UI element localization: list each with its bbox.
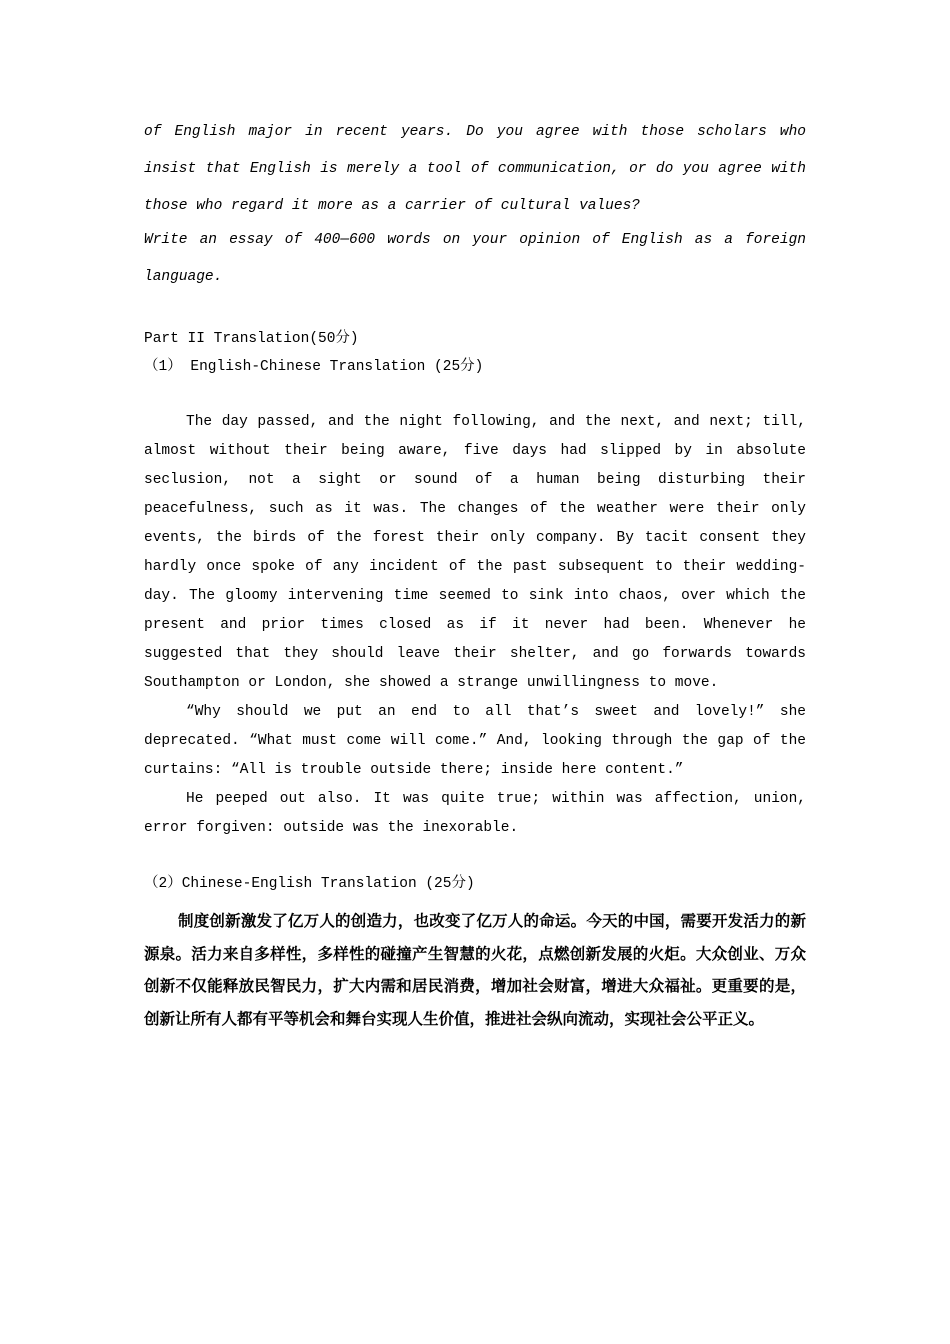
english-passage: [144, 408, 806, 843]
part2-heading: Part II Translation(50分): [144, 331, 359, 347]
essay-prompt: [144, 114, 806, 296]
section1-heading: （1） English-Chinese Translation (25分): [144, 359, 484, 375]
section2-heading: （2）Chinese-English Translation (25分): [144, 876, 475, 892]
passage-paragraph: He peeped out also. It was quite true; within was affection, union, error forgiven: outside was the inexorable.: [144, 791, 806, 836]
passage-paragraph: The day passed, and the night following, and the next, and next; till, almost without their being aware, five days had slipped by in absolute seclusion, not a sight or sound of a human being disturbing their peacefulness, such as it was. The changes of the weather were their only events, the birds of the forest their only company. By tacit consent they hardly once spoke of any incident of the past subsequent to their wedding-day. The gloomy intervening time seemed to sink into chaos, over which the present and prior times closed as if it never had been. Whenever he suggested that they should leave their shelter, and go forwards towards Southampton or London, she showed a strange unwillingness to move.: [144, 414, 806, 691]
essay-prompt-question: of English major in recent years. Do you agree with those scholars who insist that English is merely a tool of communication, or do you agree with those who regard it more as a carrier of cultural values?: [144, 124, 806, 214]
passage-paragraph: “Why should we put an end to all that’s sweet and lovely!” she deprecated. “What must come will come.” And, looking through the gap of the curtains: “All is trouble outside there; inside here content.”: [144, 704, 806, 778]
essay-prompt-instruction: Write an essay of 400—600 words on your opinion of English as a foreign language.: [144, 232, 806, 285]
chinese-passage: 制度创新激发了亿万人的创造力，也改变了亿万人的命运。今天的中国，需要开发活力的新源泉。活力来自多样性，多样性的碰撞产生智慧的火花，点燃创新发展的火炬。大众创业、万众创新不仅能释放民智民力，扩大内需和居民消费，增加社会财富，增进大众福祉。更重要的是，创新让所有人都有平等机会和舞台实现人生价值，推进社会纵向流动，实现社会公平正义。: [144, 912, 806, 1028]
